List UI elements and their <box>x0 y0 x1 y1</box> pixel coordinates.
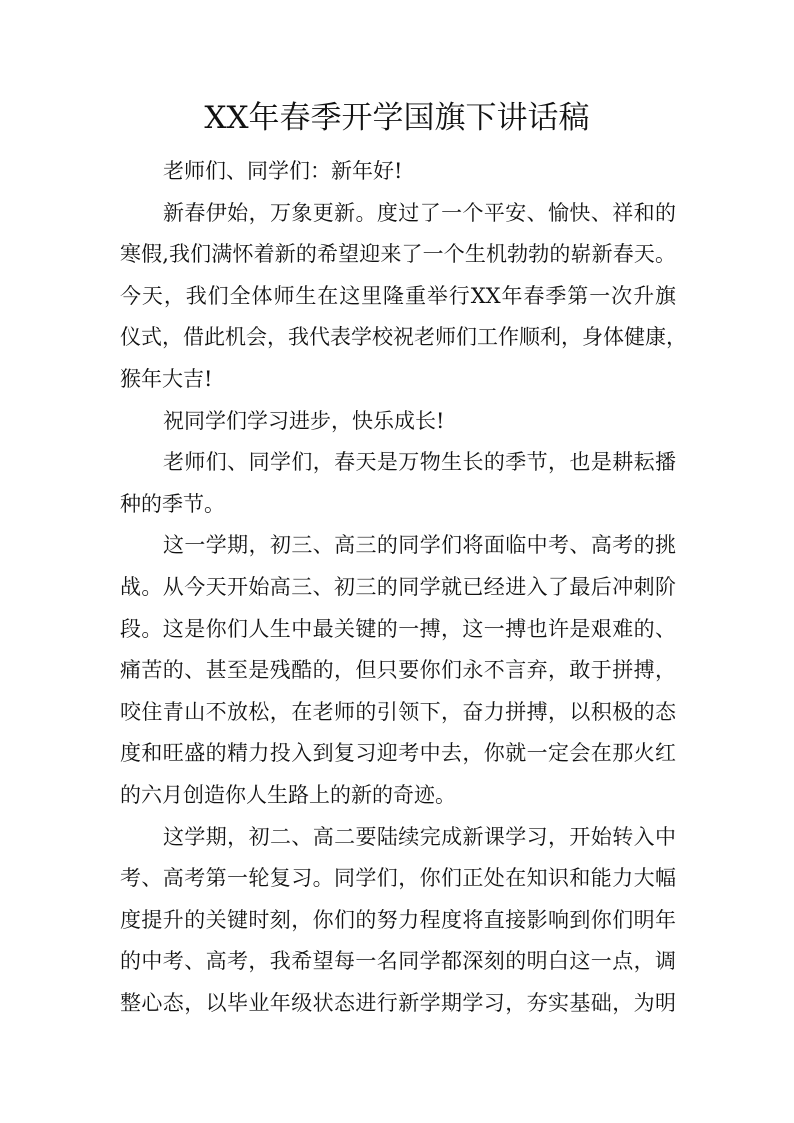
text-line: 仪式，借此机会，我代表学校祝老师们工作顺利，身体健康， <box>120 325 687 350</box>
text-line: 考、高考第一轮复习。同学们，你们正处在知识和能力大幅 <box>120 866 676 891</box>
text-line: 的六月创造你人生路上的新的奇迹。 <box>120 782 456 807</box>
text-line: 痛苦的、甚至是残酷的，但只要你们永不言弃，敢于拼搏， <box>120 658 676 683</box>
text-line: 这学期，初二、高二要陆续完成新课学习，开始转入中 <box>163 824 676 849</box>
text-line: 祝同学们学习进步，快乐成长! <box>163 408 445 433</box>
text-line: 整心态，以毕业年级状态进行新学期学习，夯实基础，为明 <box>120 990 676 1015</box>
text-line: 新春伊始，万象更新。度过了一个平安、愉快、祥和的 <box>163 200 676 225</box>
text-line: 咬住青山不放松，在老师的引领下，奋力拼搏，以积极的态 <box>120 699 676 724</box>
text-line: 这一学期，初三、高三的同学们将面临中考、高考的挑 <box>163 533 676 558</box>
document-title: XX年春季开学国旗下讲话稿 <box>204 100 590 136</box>
text-line: 度提升的关键时刻，你们的努力程度将直接影响到你们明年 <box>120 907 676 932</box>
text-line: 度和旺盛的精力投入到复习迎考中去，你就一定会在那火红 <box>120 741 676 766</box>
text-line: 老师们、同学们，春天是万物生长的季节，也是耕耘播 <box>163 450 676 475</box>
text-line: 战。从今天开始高三、初三的同学就已经进入了最后冲刺阶 <box>120 574 676 599</box>
text-line: 种的季节。 <box>120 491 225 516</box>
document-body <box>120 151 687 1024</box>
text-line: 今天，我们全体师生在这里隆重举行XX年春季第一次升旗 <box>120 283 676 308</box>
text-line: 的中考、高考，我希望每一名同学都深刻的明白这一点，调 <box>120 949 676 974</box>
text-line: 猴年大吉! <box>120 366 213 391</box>
text-line: 寒假,我们满怀着新的希望迎来了一个生机勃勃的崭新春天。 <box>120 242 676 267</box>
text-line: 老师们、同学们：新年好! <box>163 159 403 183</box>
text-line: 段。这是你们人生中最关键的一搏，这一搏也许是艰难的、 <box>120 616 676 641</box>
